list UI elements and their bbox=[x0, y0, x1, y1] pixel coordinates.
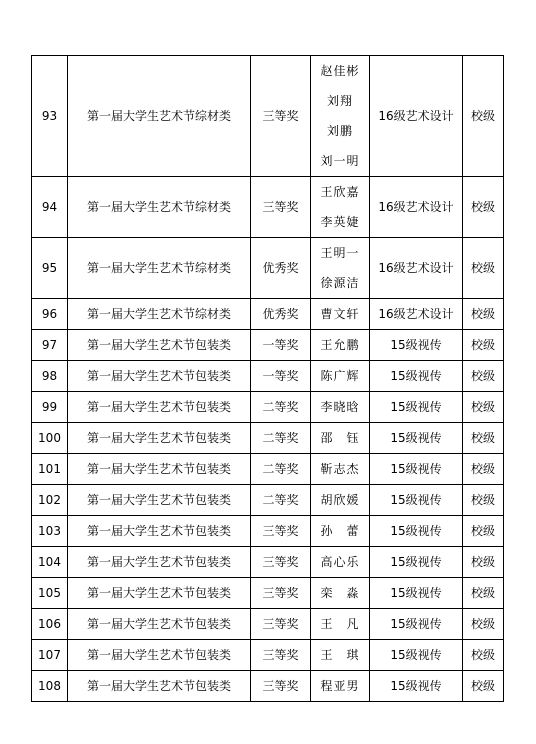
student-name: 王允鹏 bbox=[320, 338, 360, 352]
prize-cell: 二等奖 bbox=[251, 423, 311, 454]
names-cell bbox=[311, 238, 370, 299]
names-cell bbox=[311, 177, 370, 238]
row-number-cell: 96 bbox=[32, 299, 68, 330]
event-cell: 第一届大学生艺术节包装类 bbox=[68, 640, 251, 671]
level-cell: 校级 bbox=[463, 640, 504, 671]
prize-cell: 二等奖 bbox=[251, 392, 311, 423]
class-cell: 16级艺术设计 bbox=[370, 238, 463, 299]
student-name: 王 凡 bbox=[320, 617, 360, 631]
prize-cell: 三等奖 bbox=[251, 578, 311, 609]
level-cell: 校级 bbox=[463, 299, 504, 330]
level-cell: 校级 bbox=[463, 609, 504, 640]
event-cell: 第一届大学生艺术节包装类 bbox=[68, 547, 251, 578]
level-cell: 校级 bbox=[463, 485, 504, 516]
student-name: 胡欣媛 bbox=[320, 493, 360, 507]
event-cell: 第一届大学生艺术节包装类 bbox=[68, 609, 251, 640]
event-cell: 第一届大学生艺术节综材类 bbox=[68, 299, 251, 330]
row-number-cell: 106 bbox=[32, 609, 68, 640]
student-name: 李晓晗 bbox=[320, 400, 360, 414]
level-cell: 校级 bbox=[463, 177, 504, 238]
row-number-cell: 93 bbox=[32, 56, 68, 177]
student-name: 刘翔 bbox=[326, 94, 353, 108]
event-cell: 第一届大学生艺术节包装类 bbox=[68, 423, 251, 454]
student-name: 王 琪 bbox=[320, 648, 360, 662]
student-name: 刘一明 bbox=[320, 154, 360, 168]
table-row bbox=[32, 578, 504, 609]
event-cell: 第一届大学生艺术节包装类 bbox=[68, 671, 251, 702]
class-cell: 15级视传 bbox=[370, 361, 463, 392]
class-cell: 16级艺术设计 bbox=[370, 56, 463, 177]
table-row bbox=[32, 330, 504, 361]
table-row bbox=[32, 238, 504, 299]
names-cell bbox=[311, 392, 370, 423]
table-row bbox=[32, 392, 504, 423]
student-name: 程亚男 bbox=[320, 679, 360, 693]
class-cell: 15级视传 bbox=[370, 609, 463, 640]
table-row bbox=[32, 454, 504, 485]
prize-cell: 优秀奖 bbox=[251, 238, 311, 299]
table-row bbox=[32, 671, 504, 702]
level-cell: 校级 bbox=[463, 361, 504, 392]
student-name: 靳志杰 bbox=[320, 462, 360, 476]
table-row bbox=[32, 547, 504, 578]
awards-table-body bbox=[32, 56, 504, 702]
level-cell: 校级 bbox=[463, 578, 504, 609]
names-cell bbox=[311, 516, 370, 547]
row-number-cell: 108 bbox=[32, 671, 68, 702]
student-name: 李英婕 bbox=[320, 215, 360, 229]
row-number-cell: 100 bbox=[32, 423, 68, 454]
names-cell bbox=[311, 640, 370, 671]
class-cell: 15级视传 bbox=[370, 392, 463, 423]
table-row bbox=[32, 177, 504, 238]
table-row bbox=[32, 640, 504, 671]
row-number-cell: 107 bbox=[32, 640, 68, 671]
prize-cell: 三等奖 bbox=[251, 516, 311, 547]
row-number-cell: 105 bbox=[32, 578, 68, 609]
names-cell bbox=[311, 609, 370, 640]
class-cell: 15级视传 bbox=[370, 516, 463, 547]
table-row bbox=[32, 609, 504, 640]
names-cell bbox=[311, 485, 370, 516]
student-name: 王明一 bbox=[320, 246, 360, 260]
prize-cell: 二等奖 bbox=[251, 485, 311, 516]
row-number-cell: 98 bbox=[32, 361, 68, 392]
level-cell: 校级 bbox=[463, 454, 504, 485]
student-name: 赵佳彬 bbox=[320, 64, 360, 78]
student-name: 孙 蕾 bbox=[320, 524, 360, 538]
class-cell: 15级视传 bbox=[370, 330, 463, 361]
row-number-cell: 95 bbox=[32, 238, 68, 299]
event-cell: 第一届大学生艺术节综材类 bbox=[68, 238, 251, 299]
level-cell: 校级 bbox=[463, 56, 504, 177]
table-row bbox=[32, 361, 504, 392]
prize-cell: 三等奖 bbox=[251, 640, 311, 671]
awards-table bbox=[31, 55, 504, 702]
level-cell: 校级 bbox=[463, 238, 504, 299]
student-name: 高心乐 bbox=[320, 555, 360, 569]
class-cell: 15级视传 bbox=[370, 578, 463, 609]
event-cell: 第一届大学生艺术节包装类 bbox=[68, 361, 251, 392]
table-row bbox=[32, 299, 504, 330]
names-cell bbox=[311, 299, 370, 330]
event-cell: 第一届大学生艺术节包装类 bbox=[68, 516, 251, 547]
class-cell: 15级视传 bbox=[370, 423, 463, 454]
event-cell: 第一届大学生艺术节包装类 bbox=[68, 330, 251, 361]
names-cell bbox=[311, 330, 370, 361]
prize-cell: 三等奖 bbox=[251, 177, 311, 238]
row-number-cell: 97 bbox=[32, 330, 68, 361]
table-row bbox=[32, 516, 504, 547]
prize-cell: 一等奖 bbox=[251, 330, 311, 361]
names-cell bbox=[311, 56, 370, 177]
prize-cell: 三等奖 bbox=[251, 671, 311, 702]
level-cell: 校级 bbox=[463, 423, 504, 454]
event-cell: 第一届大学生艺术节综材类 bbox=[68, 177, 251, 238]
class-cell: 16级艺术设计 bbox=[370, 177, 463, 238]
names-cell bbox=[311, 671, 370, 702]
student-name: 王欣嘉 bbox=[320, 185, 360, 199]
student-name: 栾 淼 bbox=[320, 586, 360, 600]
student-name: 曹文轩 bbox=[320, 307, 360, 321]
event-cell: 第一届大学生艺术节综材类 bbox=[68, 56, 251, 177]
names-cell bbox=[311, 547, 370, 578]
table-row bbox=[32, 485, 504, 516]
level-cell: 校级 bbox=[463, 330, 504, 361]
prize-cell: 优秀奖 bbox=[251, 299, 311, 330]
prize-cell: 一等奖 bbox=[251, 361, 311, 392]
class-cell: 15级视传 bbox=[370, 454, 463, 485]
names-cell bbox=[311, 578, 370, 609]
class-cell: 15级视传 bbox=[370, 640, 463, 671]
student-name: 刘鹏 bbox=[326, 124, 353, 138]
names-cell bbox=[311, 361, 370, 392]
prize-cell: 三等奖 bbox=[251, 56, 311, 177]
event-cell: 第一届大学生艺术节包装类 bbox=[68, 392, 251, 423]
table-row bbox=[32, 423, 504, 454]
class-cell: 15级视传 bbox=[370, 547, 463, 578]
student-name: 徐源洁 bbox=[320, 276, 360, 290]
level-cell: 校级 bbox=[463, 392, 504, 423]
student-name: 陈广辉 bbox=[320, 369, 360, 383]
prize-cell: 三等奖 bbox=[251, 547, 311, 578]
table-row bbox=[32, 56, 504, 177]
event-cell: 第一届大学生艺术节包装类 bbox=[68, 485, 251, 516]
level-cell: 校级 bbox=[463, 516, 504, 547]
names-cell bbox=[311, 454, 370, 485]
prize-cell: 二等奖 bbox=[251, 454, 311, 485]
row-number-cell: 104 bbox=[32, 547, 68, 578]
event-cell: 第一届大学生艺术节包装类 bbox=[68, 454, 251, 485]
class-cell: 15级视传 bbox=[370, 671, 463, 702]
row-number-cell: 102 bbox=[32, 485, 68, 516]
class-cell: 16级艺术设计 bbox=[370, 299, 463, 330]
row-number-cell: 99 bbox=[32, 392, 68, 423]
names-cell bbox=[311, 423, 370, 454]
level-cell: 校级 bbox=[463, 547, 504, 578]
student-name: 邵 钰 bbox=[320, 431, 360, 445]
class-cell: 15级视传 bbox=[370, 485, 463, 516]
row-number-cell: 103 bbox=[32, 516, 68, 547]
level-cell: 校级 bbox=[463, 671, 504, 702]
row-number-cell: 101 bbox=[32, 454, 68, 485]
event-cell: 第一届大学生艺术节包装类 bbox=[68, 578, 251, 609]
prize-cell: 三等奖 bbox=[251, 609, 311, 640]
row-number-cell: 94 bbox=[32, 177, 68, 238]
